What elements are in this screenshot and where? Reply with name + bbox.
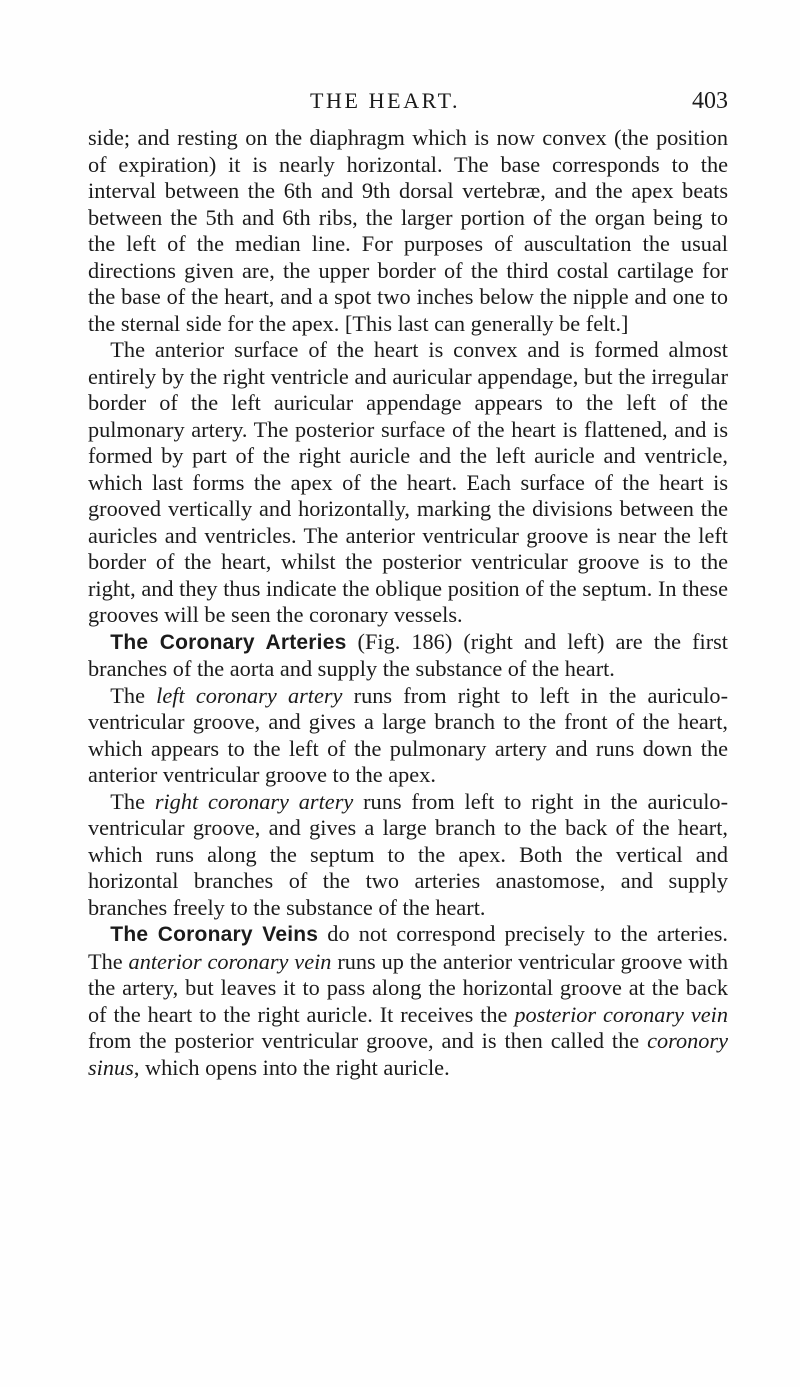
paragraph-text: from the posterior ventricular groove, and is then called the [88, 1028, 648, 1053]
italic-term-anterior-coronary-vein: anterior coronary vein [128, 948, 332, 974]
section-heading-coronary-arteries: The Coronary Arteries [110, 630, 347, 654]
running-head [88, 86, 728, 116]
paragraph-text: The anterior surface of the heart is convex and is formed almost entirely by the right ventricle and auricular appendage, but the irregular border of the left auricular appendage appears to the left of the pulmonary artery. The posterior surface of the heart is flattened, and is formed by part of the right auricle and the left auricle and ventricle, which last forms the apex of the heart. Each surface of the heart is grooved vertically and horizontally, marking the divisions between the auricles and ventricles. The anterior ventricular groove is near the left border of the heart, whilst the posterior ventricular groove is to the right, and they thus indicate the oblique position of the septum. In these grooves will be seen the coronary vessels. [88, 337, 728, 627]
paragraph-text: runs from right to left in the auriculo-ventricular groove, and gives a large branch to the front of the heart, which appears to the left of the pulmonary artery and runs down the anterior ventricular groove to the apex. [88, 682, 728, 787]
paragraph-text: do not correspond precisely to the arteries. The [88, 921, 728, 974]
paragraph-text: , which opens into the right auricle. [133, 1054, 450, 1080]
italic-term-left-coronary-artery: left coronary artery [156, 682, 343, 708]
italic-term-coronary-sinus: coronory sinus [88, 1028, 728, 1080]
italic-term-posterior-coronary-vein: posterior coronary vein [514, 1001, 728, 1027]
paragraph-right-coronary-artery [88, 789, 728, 922]
paragraph-lead: The [110, 682, 157, 708]
paragraph-heart-position [88, 125, 728, 337]
section-heading-coronary-veins: The Coronary Veins [110, 923, 319, 946]
italic-term-right-coronary-artery: right coronary artery [154, 788, 354, 814]
paragraph-text: side; and resting on the diaphragm which is now convex (the position of expiration) it is nearly horizontal. The base corresponds to the interval between the 6th and 9th dorsal vertebræ, and the apex beats between the 5th and 6th ribs, the larger portion of the organ being to the left of the median line. For purposes of auscultation the usual directions given are, the upper border of the third costal cartilage for the base of the heart, and a spot two inches below the nipple and one to the sternal side for the apex. [This last can generally be felt.] [88, 125, 728, 336]
paragraph-text: runs from left to right in the auriculo-ventricular groove, and gives a large branch to the back of the heart, which runs along the septum to the apex. Both the vertical and horizontal branches of the two arteries anastomose, and supply branches freely to the substance of the heart. [88, 788, 729, 920]
paragraph-text: (Fig. 186) (right and left) are the first branches of the aorta and supply the substance of the heart. [88, 628, 728, 681]
paragraph-left-coronary-artery [88, 683, 728, 789]
running-title: THE HEART. [310, 88, 461, 113]
paragraph-coronary-arteries [88, 629, 728, 683]
paragraph-text: runs up the anterior ventricular groove with the artery, but leaves it to pass along the horizontal groove at the back of the heart to the right auricle. It receives the [88, 948, 728, 1027]
paragraph-coronary-veins [88, 921, 728, 1081]
body-text [88, 125, 728, 1081]
page-number: 403 [692, 88, 728, 114]
paragraph-heart-surfaces [88, 337, 728, 629]
paragraph-lead: The [110, 788, 155, 814]
